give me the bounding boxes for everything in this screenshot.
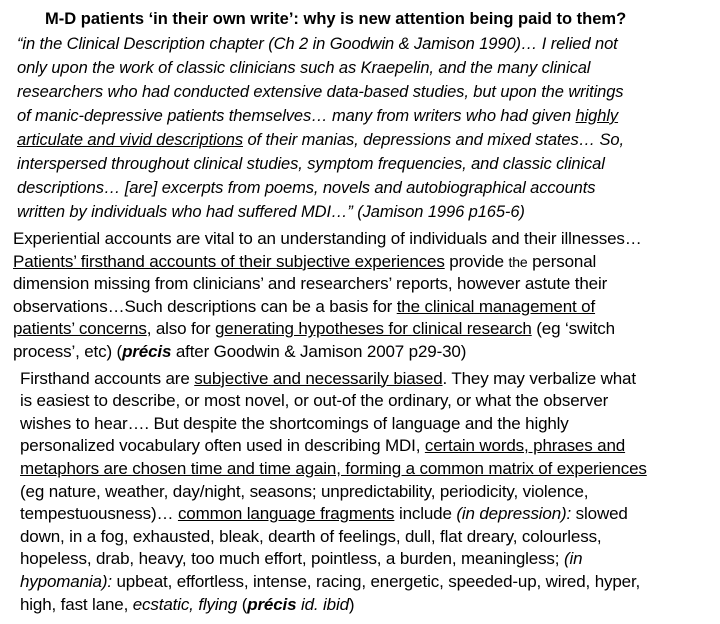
text-segment: (eg nature, weather, day/night, seasons; unpredictability, periodicity, violence, — [20, 481, 589, 501]
underlined-text: patients’ concerns — [13, 319, 147, 339]
text-line — [17, 152, 720, 176]
text-line — [17, 104, 720, 128]
italic-text: précis — [247, 594, 297, 614]
text-segment: dimension missing from clinicians’ and researchers’ reports, however astute their — [13, 274, 608, 294]
underlined-text: metaphors are chosen time and time again, forming a common matrix of experiences — [20, 458, 647, 478]
underlined-text: certain words, phrases and — [424, 436, 626, 456]
text-segment: Firsthand accounts are — [20, 368, 195, 388]
text-line — [20, 435, 720, 458]
text-line — [17, 176, 720, 200]
text-segment: of their manias, depressions and mixed states… So, — [242, 131, 624, 149]
text-line — [17, 80, 720, 104]
text-line — [13, 341, 720, 364]
text-segment: personalized vocabulary often used in describing MDI, — [20, 436, 425, 456]
text-line — [13, 251, 720, 274]
text-segment: written by individuals who had suffered MDI…” (Jamison 1996 p165-6) — [17, 203, 525, 221]
italic-text: précis — [122, 341, 172, 361]
underlined-text: common language fragments — [177, 504, 395, 524]
text-line — [20, 458, 720, 481]
text-line — [17, 128, 720, 152]
italic-text: (in — [563, 549, 583, 569]
text-line — [20, 413, 720, 436]
text-segment: descriptions… [are] excerpts from poems, novels and autobiographical accounts — [17, 179, 596, 197]
text-segment: , also for — [146, 319, 215, 339]
text-line — [13, 228, 720, 251]
italic-text: hypomania): — [20, 571, 112, 591]
underlined-text: subjective and necessarily biased — [194, 368, 443, 388]
italic-text: id. ibid — [296, 594, 349, 614]
text-line — [17, 56, 720, 80]
text-line — [13, 318, 720, 341]
text-segment: is easiest to describe, or most novel, or out-of the ordinary, or what the observer — [20, 391, 609, 411]
text-segment: researchers who had conducted extensive data-based studies, but upon the writings — [17, 83, 624, 101]
jamison-quote — [17, 32, 720, 224]
text-segment: ( — [237, 594, 248, 614]
underlined-text: Patients’ firsthand accounts of their subjective experiences — [13, 251, 445, 271]
underlined-text: generating hypotheses for clinical research — [214, 319, 532, 339]
text-line — [20, 390, 720, 413]
text-segment: interspersed throughout clinical studies, symptom frequencies, and classic clinical — [17, 155, 605, 173]
text-line — [20, 594, 720, 617]
underlined-text: the clinical management of — [396, 296, 596, 316]
text-line — [17, 200, 720, 224]
text-segment: the — [508, 253, 528, 270]
text-line — [20, 548, 720, 571]
underlined-text: highly — [575, 107, 619, 125]
text-segment: include — [394, 504, 457, 524]
text-segment: ) — [348, 594, 355, 614]
text-segment: (eg ‘switch — [531, 319, 615, 339]
italic-text: (in depression): — [456, 504, 572, 524]
firsthand-accounts-paragraph — [20, 368, 720, 617]
text-line — [20, 526, 720, 549]
underlined-text: articulate and vivid descriptions — [17, 131, 243, 149]
slide-title: M-D patients ‘in their own write’: why is new attention being paid to them? — [45, 10, 627, 28]
italic-text: ecstatic, flying — [132, 594, 238, 614]
text-segment: observations…Such descriptions can be a basis for — [13, 296, 397, 316]
text-segment: . They may verbalize what — [442, 368, 636, 388]
text-line — [13, 296, 720, 319]
text-line — [20, 571, 720, 594]
text-segment: provide — [444, 251, 509, 271]
text-segment: process’, etc) ( — [13, 341, 123, 361]
text-line — [20, 481, 720, 504]
text-segment: Experiential accounts are vital to an understanding of individuals and their illnesses… — [13, 229, 642, 248]
text-line — [20, 503, 720, 526]
text-segment: of manic-depressive patients themselves… many from writers who had given — [17, 107, 576, 125]
text-line — [20, 368, 720, 391]
text-segment: down, in a fog, exhausted, bleak, dearth of feelings, dull, flat dreary, colourless, — [20, 526, 602, 546]
text-segment: tempestuousness)… — [20, 504, 178, 524]
experiential-accounts-paragraph — [13, 228, 720, 364]
text-segment: personal — [527, 251, 597, 271]
text-segment: high, fast lane, — [20, 594, 133, 614]
text-segment: after Goodwin & Jamison 2007 p29-30) — [171, 341, 467, 361]
text-line — [17, 32, 720, 56]
text-segment: only upon the work of classic clinicians such as Kraepelin, and the many clinical — [17, 59, 591, 77]
text-segment: “in the Clinical Description chapter (Ch 2 in Goodwin & Jamison 1990)… I relied not — [17, 35, 618, 53]
text-segment: hopeless, drab, heavy, too much effort, pointless, a burden, meaningless; — [20, 549, 564, 569]
text-segment: wishes to hear…. But despite the shortcomings of language and the highly — [20, 413, 569, 433]
text-segment: upbeat, effortless, intense, racing, energetic, speeded-up, wired, hyper, — [111, 571, 641, 591]
text-line — [13, 273, 720, 296]
text-segment: slowed — [571, 504, 628, 524]
